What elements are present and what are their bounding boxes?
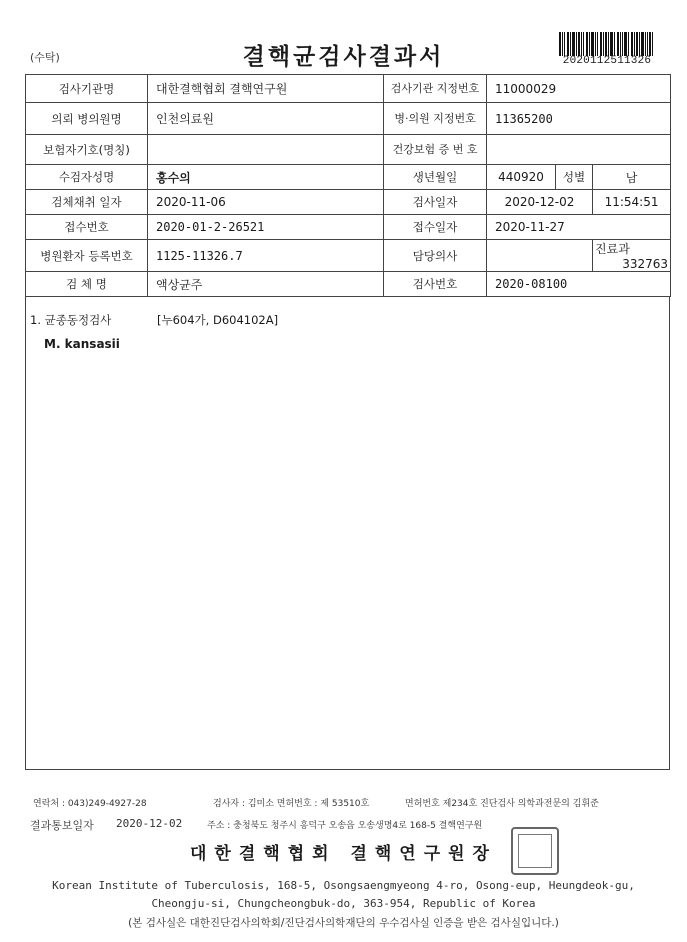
address-english-line1: Korean Institute of Tuberculosis, 168-5, Osongsaengmyeong 4-ro, Osong-eup, Heungdeok-gu, — [52, 879, 635, 892]
requester-label: 의뢰 병의원명 — [26, 103, 148, 135]
collection-date-value: 2020-11-06 — [148, 190, 384, 215]
address-korean: 주소 : 충청북도 청주시 흥덕구 오송읍 오송생명4로 168-5 결핵연구원 — [207, 821, 483, 831]
address-english-line2: Cheongju-si, Chungcheongbuk-do, 363-954, Republic of Korea — [151, 897, 536, 910]
receipt-number-label: 접수번호 — [26, 215, 148, 240]
birth-label: 생년월일 — [384, 165, 487, 190]
examiner-info: 검사자 : 김미소 면허번호 : 제 53510호 — [213, 799, 370, 809]
sex-label: 성별 — [556, 165, 593, 190]
organism-result: M. kansasii — [44, 337, 120, 351]
barcode-number: 2020112511326 — [562, 55, 652, 67]
test-date-value: 2020-12-02 — [487, 190, 593, 215]
sex-value: 남 — [593, 165, 671, 190]
barcode — [559, 32, 653, 56]
clinic-designation-value: 11365200 — [487, 103, 671, 135]
test-name: 1. 균종동정검사 — [30, 313, 112, 327]
patient-name-label: 수검자성명 — [26, 165, 148, 190]
patient-info-table — [25, 74, 671, 297]
lab-name-label: 검사기관명 — [26, 75, 148, 103]
doctor-label: 담당의사 — [384, 240, 487, 272]
test-time-value: 11:54:51 — [593, 190, 671, 215]
receipt-number-value: 2020-01-2-26521 — [148, 215, 384, 240]
document-title: 결핵균검사결과서 — [242, 43, 445, 70]
specimen-label: 검 체 명 — [26, 272, 148, 297]
patient-name-value: 홍수의 — [148, 165, 384, 190]
certification-note: (본 검사실은 대한진단검사의학회/진단검사의학재단의 우수검사실 인증을 받은 검사실입니다.) — [128, 917, 559, 929]
department-label: 진료과 — [595, 242, 630, 256]
health-insurance-value — [487, 135, 671, 165]
report-date-value: 2020-12-02 — [116, 817, 183, 830]
health-insurance-label: 건강보험 증 번 호 — [384, 135, 487, 165]
test-code: [누604가, D604102A] — [157, 313, 279, 327]
copy-label: (수탁) — [30, 51, 60, 64]
doctor-value — [487, 240, 593, 272]
test-number-label: 검사번호 — [384, 272, 487, 297]
clinic-designation-label: 병·의원 지정번호 — [384, 103, 487, 135]
insured-value — [148, 135, 384, 165]
test-date-label: 검사일자 — [384, 190, 487, 215]
collection-date-label: 검체채취 일자 — [26, 190, 148, 215]
report-date-label: 결과통보일자 — [30, 819, 94, 832]
lab-designation-value: 11000029 — [487, 75, 671, 103]
contact-info: 연락처 : 043)249-4927-28 — [33, 799, 147, 809]
insured-label: 보험자기호(명칭) — [26, 135, 148, 165]
hospital-patient-number-label: 병원환자 등록번호 — [26, 240, 148, 272]
birth-value: 440920 — [487, 165, 556, 190]
specimen-value: 액상균주 — [148, 272, 384, 297]
receipt-date-value: 2020-11-27 — [487, 215, 671, 240]
receipt-date-label: 접수일자 — [384, 215, 487, 240]
hospital-patient-number-value: 1125-11326.7 — [148, 240, 384, 272]
test-number-value: 2020-08100 — [487, 272, 671, 297]
official-seal — [511, 827, 559, 875]
institute-name: 대한결핵협회 결핵연구원장 — [190, 844, 497, 864]
requester-value: 인천의료원 — [148, 103, 384, 135]
specialist-info: 면허번호 제234호 진단검사 의학과전문의 김휘준 — [405, 799, 599, 809]
result-area — [25, 297, 670, 770]
lab-name-value: 대한결핵협회 결핵연구원 — [148, 75, 384, 103]
department-value: 332763 — [622, 257, 669, 271]
lab-designation-label: 검사기관 지정번호 — [384, 75, 487, 103]
